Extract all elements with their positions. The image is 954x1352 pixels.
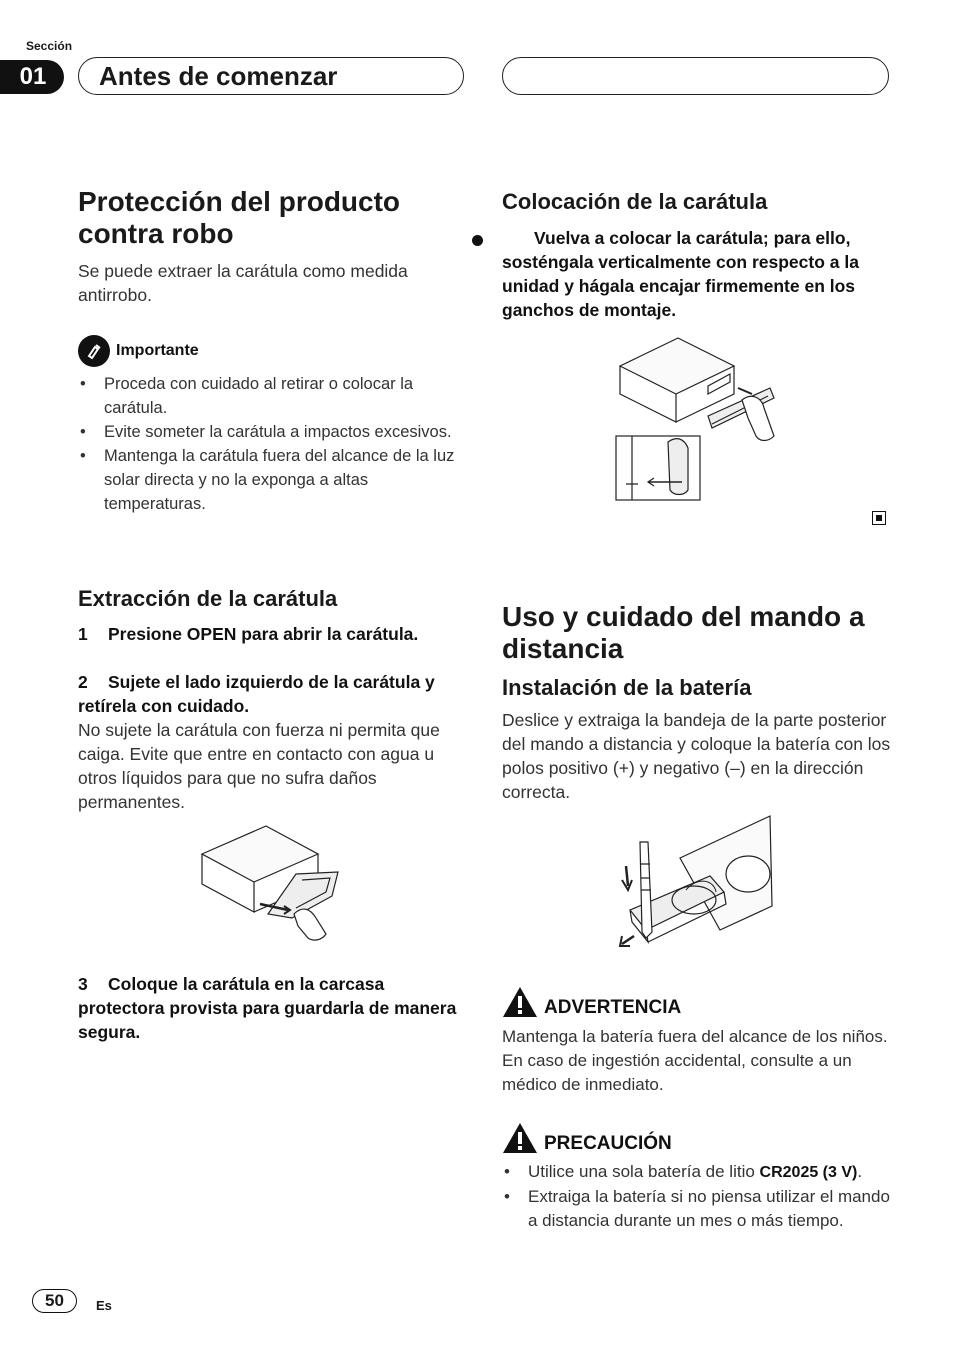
extraction-heading: Extracción de la carátula: [78, 586, 338, 611]
header-empty-pill: [502, 57, 889, 95]
bullet-dot-icon: [472, 235, 483, 246]
step-1: 1 Presione OPEN para abrir la carátula.: [78, 624, 419, 644]
language-code: Es: [96, 1298, 112, 1313]
step-2-note: No sujete la carátula con fuerza ni permita que caiga. Evite que entre en contacto con agua u otros líquidos para que no sufra daños permanentes.: [78, 720, 440, 812]
antitheft-intro: Se puede extraer la carátula como medida antirrobo.: [78, 261, 408, 305]
remote-heading: Uso y cuidado del mando a distancia: [502, 601, 865, 664]
list-item: • Utilice una sola batería de litio CR2025 (3 V).: [502, 1160, 892, 1185]
placement-heading: Colocación de la carátula: [502, 189, 768, 214]
caution-list: [502, 1160, 892, 1233]
important-note-header: [78, 335, 199, 367]
placement-instruction: Vuelva a colocar la carátula; para ello, sosténgala verticalmente con respecto a la unidad y hágala encajar firmemente en los ganchos de montaje.: [502, 226, 887, 322]
important-icon: [78, 335, 110, 367]
section-label: Sección: [26, 39, 73, 53]
list-item: • Proceda con cuidado al retirar o colocar la carátula.: [78, 372, 463, 420]
warning-triangle-icon: [502, 986, 538, 1018]
important-list: [78, 372, 463, 516]
caution-triangle-icon: [502, 1122, 538, 1154]
faceplate-removal-illustration: [198, 822, 358, 944]
battery-heading: Instalación de la batería: [502, 675, 752, 700]
warning-text: Mantenga la batería fuera del alcance de los niños. En caso de ingestión accidental, consulte a un médico de inmediato.: [502, 1027, 888, 1094]
warning-label: ADVERTENCIA: [544, 997, 682, 1018]
caution-header: [502, 1122, 672, 1154]
page-number: 50: [32, 1289, 77, 1313]
list-item: • Extraiga la batería si no piensa utilizar el mando a distancia durante un mes o más tiempo.: [502, 1185, 892, 1233]
step-2: 2 Sujete el lado izquierdo de la carátula y retírela con cuidado.: [78, 672, 435, 716]
battery-instructions: Deslice y extraiga la bandeja de la parte posterior del mando a distancia y coloque la batería con los polos positivo (+) y negativo (–) en la dirección correcta.: [502, 710, 891, 802]
section-end-mark: [872, 511, 886, 525]
list-item: • Evite someter la carátula a impactos excesivos.: [78, 420, 463, 444]
battery-installation-illustration: [612, 814, 776, 956]
warning-header: [502, 986, 681, 1018]
important-label: Importante: [116, 342, 199, 359]
section-title: Antes de comenzar: [99, 61, 338, 91]
caution-label: PRECAUCIÓN: [544, 1133, 672, 1154]
faceplate-attach-illustration: [612, 336, 784, 504]
list-item: • Mantenga la carátula fuera del alcance de la luz solar directa y no la exponga a altas temperaturas.: [78, 444, 463, 516]
section-title-pill: [78, 57, 464, 95]
section-number-badge: 01: [0, 60, 64, 94]
step-3: 3 Coloque la carátula en la carcasa protectora provista para guardarla de manera segura.: [78, 974, 457, 1042]
antitheft-heading: Protección del producto contra robo: [78, 186, 401, 249]
